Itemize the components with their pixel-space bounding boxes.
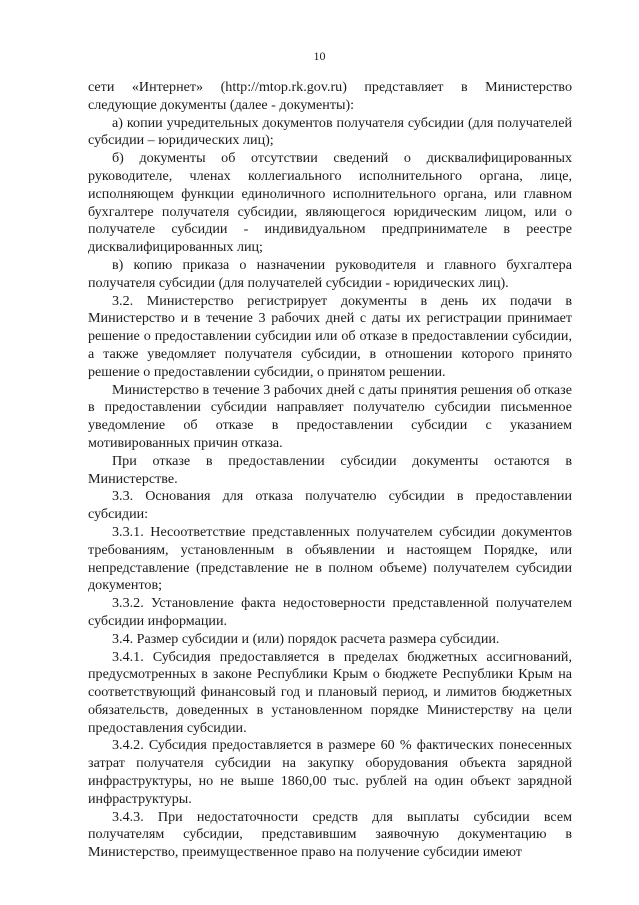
paragraph-item-a: а) копии учредительных документов получателя субсидии (для получателей субсидии – юридических лиц); xyxy=(88,114,572,149)
paragraph-item-b: б) документы об отсутствии сведений о дисквалифицированных руководителе, членах коллегиального исполнительного органа, лице, исполняющем функции единоличного исполнительного органа, или главном бухгалтере получателя субсидии, являющегося юридическим лицом, или о получателе субсидии - индивидуальном предпринимателе в реестре дисквалифицированных лиц; xyxy=(88,150,572,256)
paragraph-3-4-3: 3.4.3. При недостаточности средств для выплаты субсидии всем получателям субсидии, представившим заявочную документацию в Министерство, преимущественное право на получение субсидии имеют xyxy=(88,808,572,861)
page-number: 10 xyxy=(313,49,326,63)
paragraph-3-3-1: 3.3.1. Несоответствие представленных получателем субсидии документов требованиям, установленным в объявлении и настоящем Порядке, или непредставление (представление не в полном объеме) получателем субсидии документов; xyxy=(88,523,572,594)
paragraph-continuation: сети «Интернет» (http://mtop.rk.gov.ru) представляет в Министерство следующие документы (далее - документы): xyxy=(88,79,572,113)
paragraph-3-4-1: 3.4.1. Субсидия предоставляется в пределах бюджетных ассигнований, предусмотренных в законе Республики Крым о бюджете Республики Крым на соответствующий финансовый год и плановый период, и лимитов бюджетных обязательств, доведенных в установленном порядке Министерству на цели предоставления субсидии. xyxy=(88,648,572,736)
paragraph-3-3: 3.3. Основания для отказа получателю субсидии в предоставлении субсидии: xyxy=(88,488,572,523)
paragraph-3-4: 3.4. Размер субсидии и (или) порядок расчета размера субсидии. xyxy=(112,630,500,647)
paragraph-documents-remain: При отказе в предоставлении субсидии документы остаются в Министерстве. xyxy=(88,452,572,487)
paragraph-item-v: в) копию приказа о назначении руководителя и главного бухгалтера получателя субсидии (для получателей субсидии - юридических лиц). xyxy=(88,256,572,291)
document-body xyxy=(88,79,572,862)
paragraph-3-3-2: 3.3.2. Установление факта недостоверности представленной получателем субсидии информации. xyxy=(88,595,572,629)
paragraph-refusal-notice: Министерство в течение 3 рабочих дней с даты принятия решения об отказе в предоставлении субсидии направляет получателю субсидии письменное уведомление об отказе в предоставлении субсидии с указанием мотивированных причин отказа. xyxy=(88,381,572,451)
paragraph-3-4-2: 3.4.2. Субсидия предоставляется в размере 60 % фактических понесенных затрат получателя субсидии на закупку оборудования объекта зарядной инфраструктуры, но не выше 1860,00 тыс. рублей на один объект зарядной инфраструктуры. xyxy=(88,737,572,807)
paragraph-3-2: 3.2. Министерство регистрирует документы в день их подачи в Министерство и в течение 3 рабочих дней с даты их регистрации принимает решение о предоставлении субсидии или об отказе в предоставлении субсидии, а также уведомляет получателя субсидии, в отношении которого принято решение о предоставлении субсидии, о принятом решении. xyxy=(88,292,572,380)
